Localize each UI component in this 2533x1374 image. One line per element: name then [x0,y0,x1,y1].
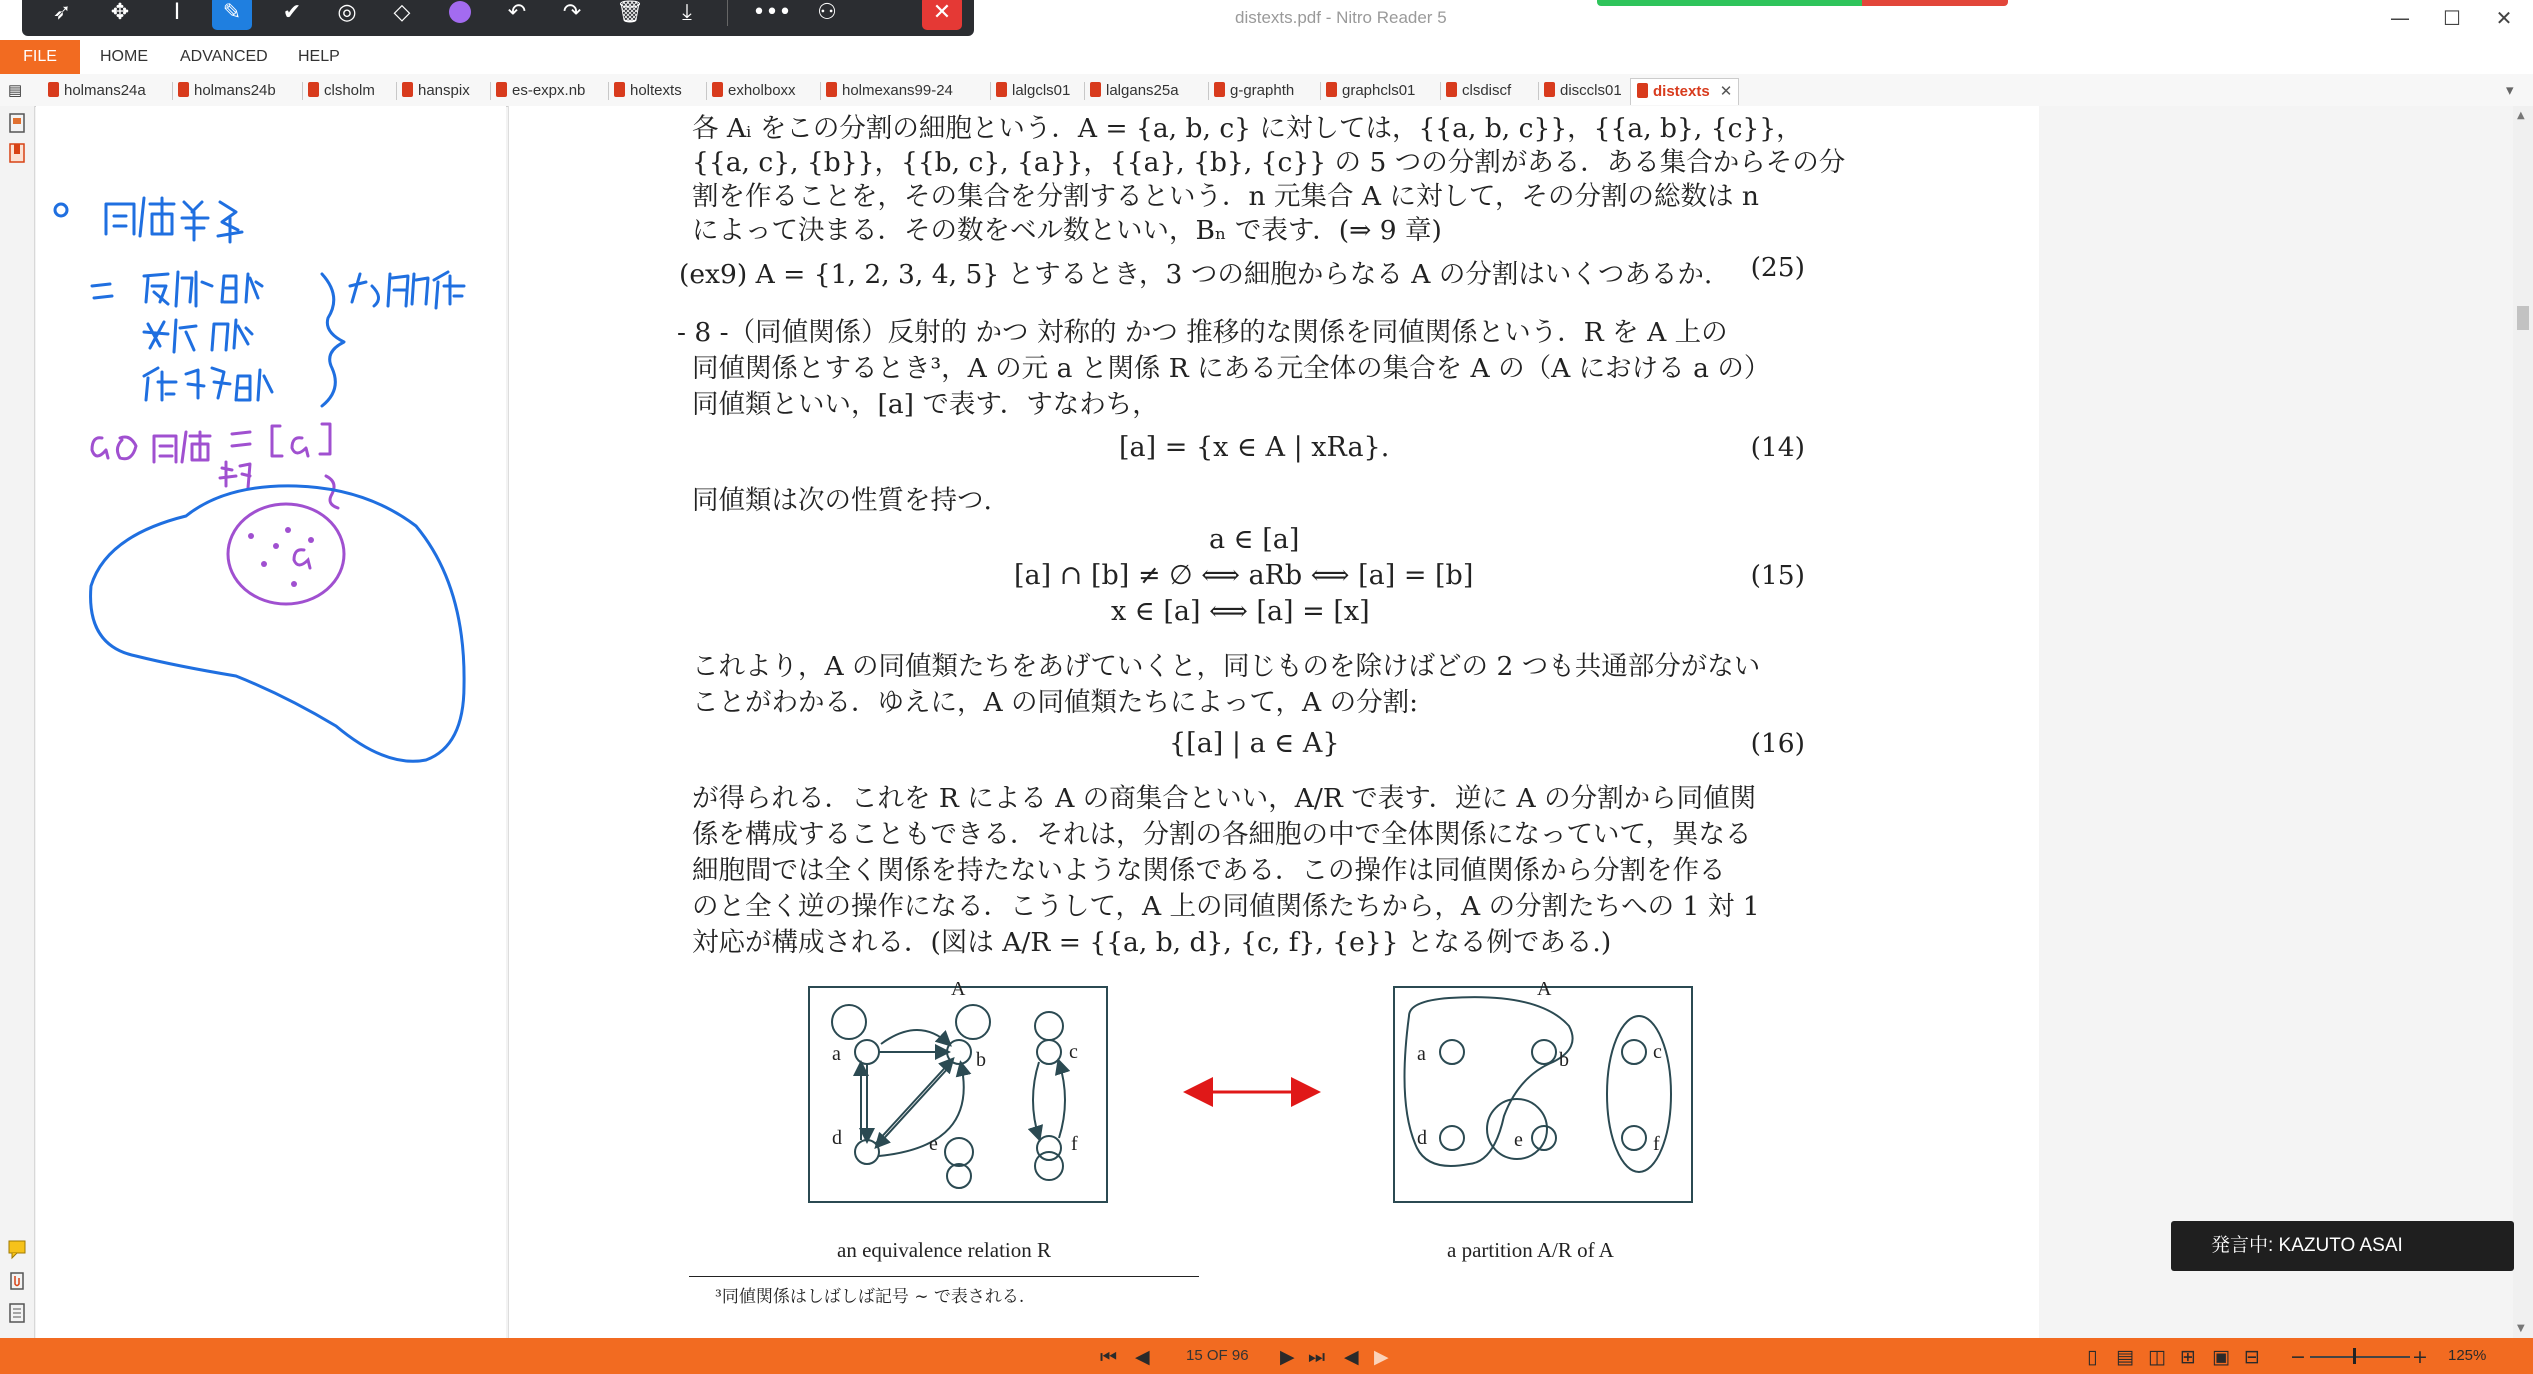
node-label: e [1514,1129,1523,1151]
pdf-icon [402,82,413,97]
partition-diagram [1394,987,1692,1202]
first-page-icon[interactable]: ⏮ [1100,1346,1118,1368]
fit-width-icon[interactable]: ▣ [2212,1346,2230,1368]
previous-page-icon[interactable]: ◀ [1135,1346,1150,1368]
tab-distexts[interactable] [1630,78,1739,105]
pdf-icon [308,82,319,97]
node-label: a [1417,1043,1426,1065]
tab-label: g-graphth [1230,82,1295,99]
maximize-icon[interactable]: ☐ [2443,6,2461,30]
tab-label: clsholm [324,82,375,99]
equation-number: (15) [1750,560,1805,591]
tab-graphcls01[interactable] [1326,78,1415,104]
text-line: のと全く逆の操作になる．こうして，A 上の同値関係たちから，A の分割たちへの 1 対 1 [692,891,1760,922]
fit-page-icon[interactable]: ⊟ [2244,1346,2260,1368]
scroll-down-icon[interactable]: ▼ [2517,1323,2525,1334]
equation-16: {[a] | a ∈ A} [1169,728,1340,759]
text-line: {{a, c}, {b}}，{{b, c}, {a}}，{{a}, {b}, {c}} の 5 つの分割がある．ある集合からその分 [692,147,1846,178]
footnote: ³同値関係はしばしば記号 ∼ で表される. [715,1287,1025,1307]
tab-clsholm[interactable] [308,78,375,104]
pdf-icon [1446,82,1457,97]
equation-number: (25) [1750,252,1805,283]
properties-panel-icon[interactable] [7,1302,27,1324]
tab-divider [1084,82,1085,100]
tab-label: es-expx.nb [512,82,586,99]
color-picker-icon[interactable] [440,0,480,30]
left-panel-tools [0,106,35,1338]
pdf-icon [1214,82,1225,97]
minimize-icon[interactable]: — [2390,6,2410,30]
text-line: これより，A の同値類たちをあげていくと，同じものを除けばどの 2 つも共通部分がない [692,651,1761,682]
set-label-left: A [951,978,966,1000]
relation-diagram [809,987,1107,1202]
text-line: 各 Aᵢ をこの分割の細胞という．A = {a, b, c} に対しては，{{a, b, c}}，{{a, b}, {c}}， [692,113,1803,144]
user-settings-icon[interactable]: ⚇ [817,0,837,25]
sidebar-toggle-icon[interactable]: ▤ [8,82,23,99]
undo-icon[interactable]: ↶ [507,0,527,25]
pdf-icon [1637,83,1648,98]
equation-14: [a] = {x ∈ A | xRa}. [1119,432,1390,463]
stamp-icon[interactable]: ◎ [337,0,357,25]
pdf-icon [712,82,723,97]
node-label: d [832,1127,842,1149]
tab-g-graphth[interactable] [1214,78,1294,104]
text-line: 同値類は次の性質を持つ. [692,485,992,516]
set-label-right: A [1537,978,1552,1000]
text-line: が得られる．これを R による A の商集合といい，A/R で表す．逆に A の分割から同値関 [692,783,1757,814]
window-title: distexts.pdf - Nitro Reader 5 [1235,8,1447,27]
tab-label: graphcls01 [1342,82,1416,99]
menu-home[interactable]: HOME [100,48,148,65]
tab-divider [820,82,821,100]
close-window-icon[interactable]: ✕ [2495,6,2513,30]
comments-panel-icon[interactable] [7,1238,27,1260]
pdf-icon [496,82,507,97]
figure-caption-right: a partition A/R of A [1447,1238,1614,1262]
zoom-slider[interactable] [2310,1356,2410,1358]
text-cursor-icon[interactable]: I [173,0,181,25]
menu-help[interactable]: HELP [298,48,340,65]
node-label: e [929,1133,938,1155]
tab-divider [396,82,397,100]
tab-holmans24a[interactable] [48,78,146,104]
facing-continuous-view-icon[interactable]: ⊞ [2180,1346,2196,1368]
tab-holmans24b[interactable] [178,78,276,104]
recording-meter-red [1862,0,2008,6]
check-icon[interactable]: ✔ [282,0,302,25]
toolbar-divider [727,0,728,26]
pdf-icon [826,82,837,97]
node-label: f [1653,1133,1660,1155]
bookmarks-panel-icon[interactable] [7,142,27,164]
zoom-slider-handle[interactable] [2353,1348,2356,1364]
equivalence-figure [509,966,2039,1206]
node-label: a [832,1043,841,1065]
tab-exholboxx[interactable] [712,78,796,104]
pen-icon[interactable]: ✎ [212,0,252,30]
redo-icon[interactable]: ↷ [562,0,582,25]
tab-overflow-icon[interactable]: ▾ [2506,82,2514,99]
pdf-icon [1544,82,1555,97]
single-page-view-icon[interactable]: ▯ [2087,1346,2098,1368]
forward-view-icon[interactable]: ▶ [1374,1346,1389,1368]
tab-divider [1320,82,1321,100]
node-label: d [1417,1127,1427,1149]
zoom-out-icon[interactable]: − [2290,1346,2306,1368]
last-page-icon[interactable]: ⏭ [1308,1346,1326,1368]
node-label: f [1071,1133,1078,1155]
tab-divider [1538,82,1539,100]
exercise-ex9: (ex9) A = {1, 2, 3, 4, 5} とするとき，3 つの細胞からなる A の分割はいくつあるか. [679,259,1713,290]
tab-divider [490,82,491,100]
more-icon[interactable]: ••• [752,0,792,25]
tab-hanspix[interactable] [402,78,470,104]
tab-label: lalgcls01 [1012,82,1071,99]
menu-bar [0,40,2533,74]
close-toolbar-icon[interactable]: ✕ [922,0,962,30]
tab-es-expx[interactable] [496,78,585,104]
tab-label: holmexans99-24 [842,82,953,99]
text-line: 細胞間では全く関係を持たないような関係である．この操作は同値関係から分割を作る [692,855,1726,886]
pointer-icon[interactable]: ➶ [52,0,72,25]
definition-line: 同値関係とするとき³，A の元 a と関係 R にある元全体の集合を A の（A における a の） [692,353,1771,384]
text-line: 割を作ることを，その集合を分割するという．n 元集合 A に対して，その分割の総数は n [692,181,1759,212]
recording-meter-green [1597,0,1862,6]
close-tab-icon[interactable]: ✕ [1719,83,1733,100]
definition-line: - 8 -（同値関係）反射的 かつ 対称的 かつ 推移的な関係を同値関係という．R を A 上の [677,317,1728,348]
document-margin [2039,106,2513,1338]
zoom-in-icon[interactable]: + [2412,1346,2428,1368]
text-line: によって決まる．その数をベル数といい，Bₙ で表す．(⇒ 9 章) [692,215,1442,246]
tab-divider [706,82,707,100]
back-view-icon[interactable]: ◀ [1344,1346,1359,1368]
tab-label: holmans24a [64,82,146,99]
vertical-scrollbar[interactable] [2513,106,2533,1338]
pen-toolbar [22,0,974,36]
pdf-icon [1090,82,1101,97]
document-tabs [0,74,2533,107]
text-line: 対応が構成される．(図は A/R = {{a, b, d}, {c, f}, {e}} となる例である.) [692,927,1612,958]
next-page-icon[interactable]: ▶ [1280,1346,1295,1368]
figure-caption-left: an equivalence relation R [837,1238,1051,1262]
tab-label: clsdiscf [1462,82,1512,99]
tab-holmexans99-24[interactable] [826,78,953,104]
node-label: c [1069,1041,1078,1063]
tab-lalgcls01[interactable] [996,78,1070,104]
tab-divider [172,82,173,100]
node-label: b [976,1049,986,1071]
tab-label: disccls01 [1560,82,1622,99]
menu-file[interactable]: FILE [0,40,80,74]
equation-15-line: x ∈ [a] ⟺ [a] = [x] [1111,596,1370,627]
pdf-icon [1326,82,1337,97]
pan-icon[interactable]: ✥ [110,0,130,25]
continuous-view-icon[interactable]: ▤ [2116,1346,2134,1368]
equation-number: (16) [1750,728,1805,759]
footnote-rule [689,1276,1199,1277]
tab-label: distexts [1653,83,1710,100]
tab-divider [608,82,609,100]
handwritten-notes-area[interactable] [36,106,506,1338]
pages-panel-icon[interactable] [7,112,27,134]
text-line: ことがわかる．ゆえに，A の同値類たちによって，A の分割: [692,687,1419,718]
equation-15-line: [a] ∩ [b] ≠ ∅ ⟺ aRb ⟺ [a] = [b] [1014,560,1474,591]
tab-lalgans25a[interactable] [1090,78,1179,104]
equation-number: (14) [1750,432,1805,463]
node-label: b [1559,1049,1569,1071]
pdf-page[interactable] [508,106,2040,1338]
menu-advanced[interactable]: ADVANCED [180,48,268,65]
tab-label: hanspix [418,82,470,99]
eraser-icon[interactable]: ◇ [393,0,411,25]
pdf-icon [996,82,1007,97]
tab-divider [990,82,991,100]
tab-divider [1440,82,1441,100]
status-bar [0,1338,2533,1374]
tab-disccls01[interactable] [1544,78,1622,104]
tab-divider [302,82,303,100]
trash-icon[interactable]: 🗑 [616,0,644,25]
scroll-up-icon[interactable]: ▲ [2517,110,2525,121]
facing-view-icon[interactable]: ◫ [2148,1346,2166,1368]
equation-15-line: a ∈ [a] [1209,524,1300,555]
tab-label: holmans24b [194,82,276,99]
node-label: c [1653,1041,1662,1063]
tab-holtexts[interactable] [614,78,682,104]
speaking-indicator: 発言中: KAZUTO ASAI [2171,1221,2514,1271]
text-line: 係を構成することもできる．それは，分割の各細胞の中で全体関係になっていて，異なる [692,819,1752,850]
page-indicator[interactable]: 15 OF 96 [1186,1347,1249,1364]
pdf-icon [48,82,59,97]
tab-label: lalgans25a [1106,82,1179,99]
attachments-panel-icon[interactable] [7,1270,27,1292]
tab-clsdiscf[interactable] [1446,78,1511,104]
zoom-level[interactable]: 125% [2448,1347,2487,1364]
scrollbar-thumb[interactable] [2517,306,2529,330]
tab-label: exholboxx [728,82,796,99]
pdf-icon [614,82,625,97]
definition-line: 同値類といい，[a] で表す．すなわち， [692,389,1159,420]
pdf-icon [178,82,189,97]
tab-label: holtexts [630,82,682,99]
download-icon[interactable]: ⤓ [682,0,692,25]
handwritten-ink [36,106,506,806]
tab-divider [1208,82,1209,100]
